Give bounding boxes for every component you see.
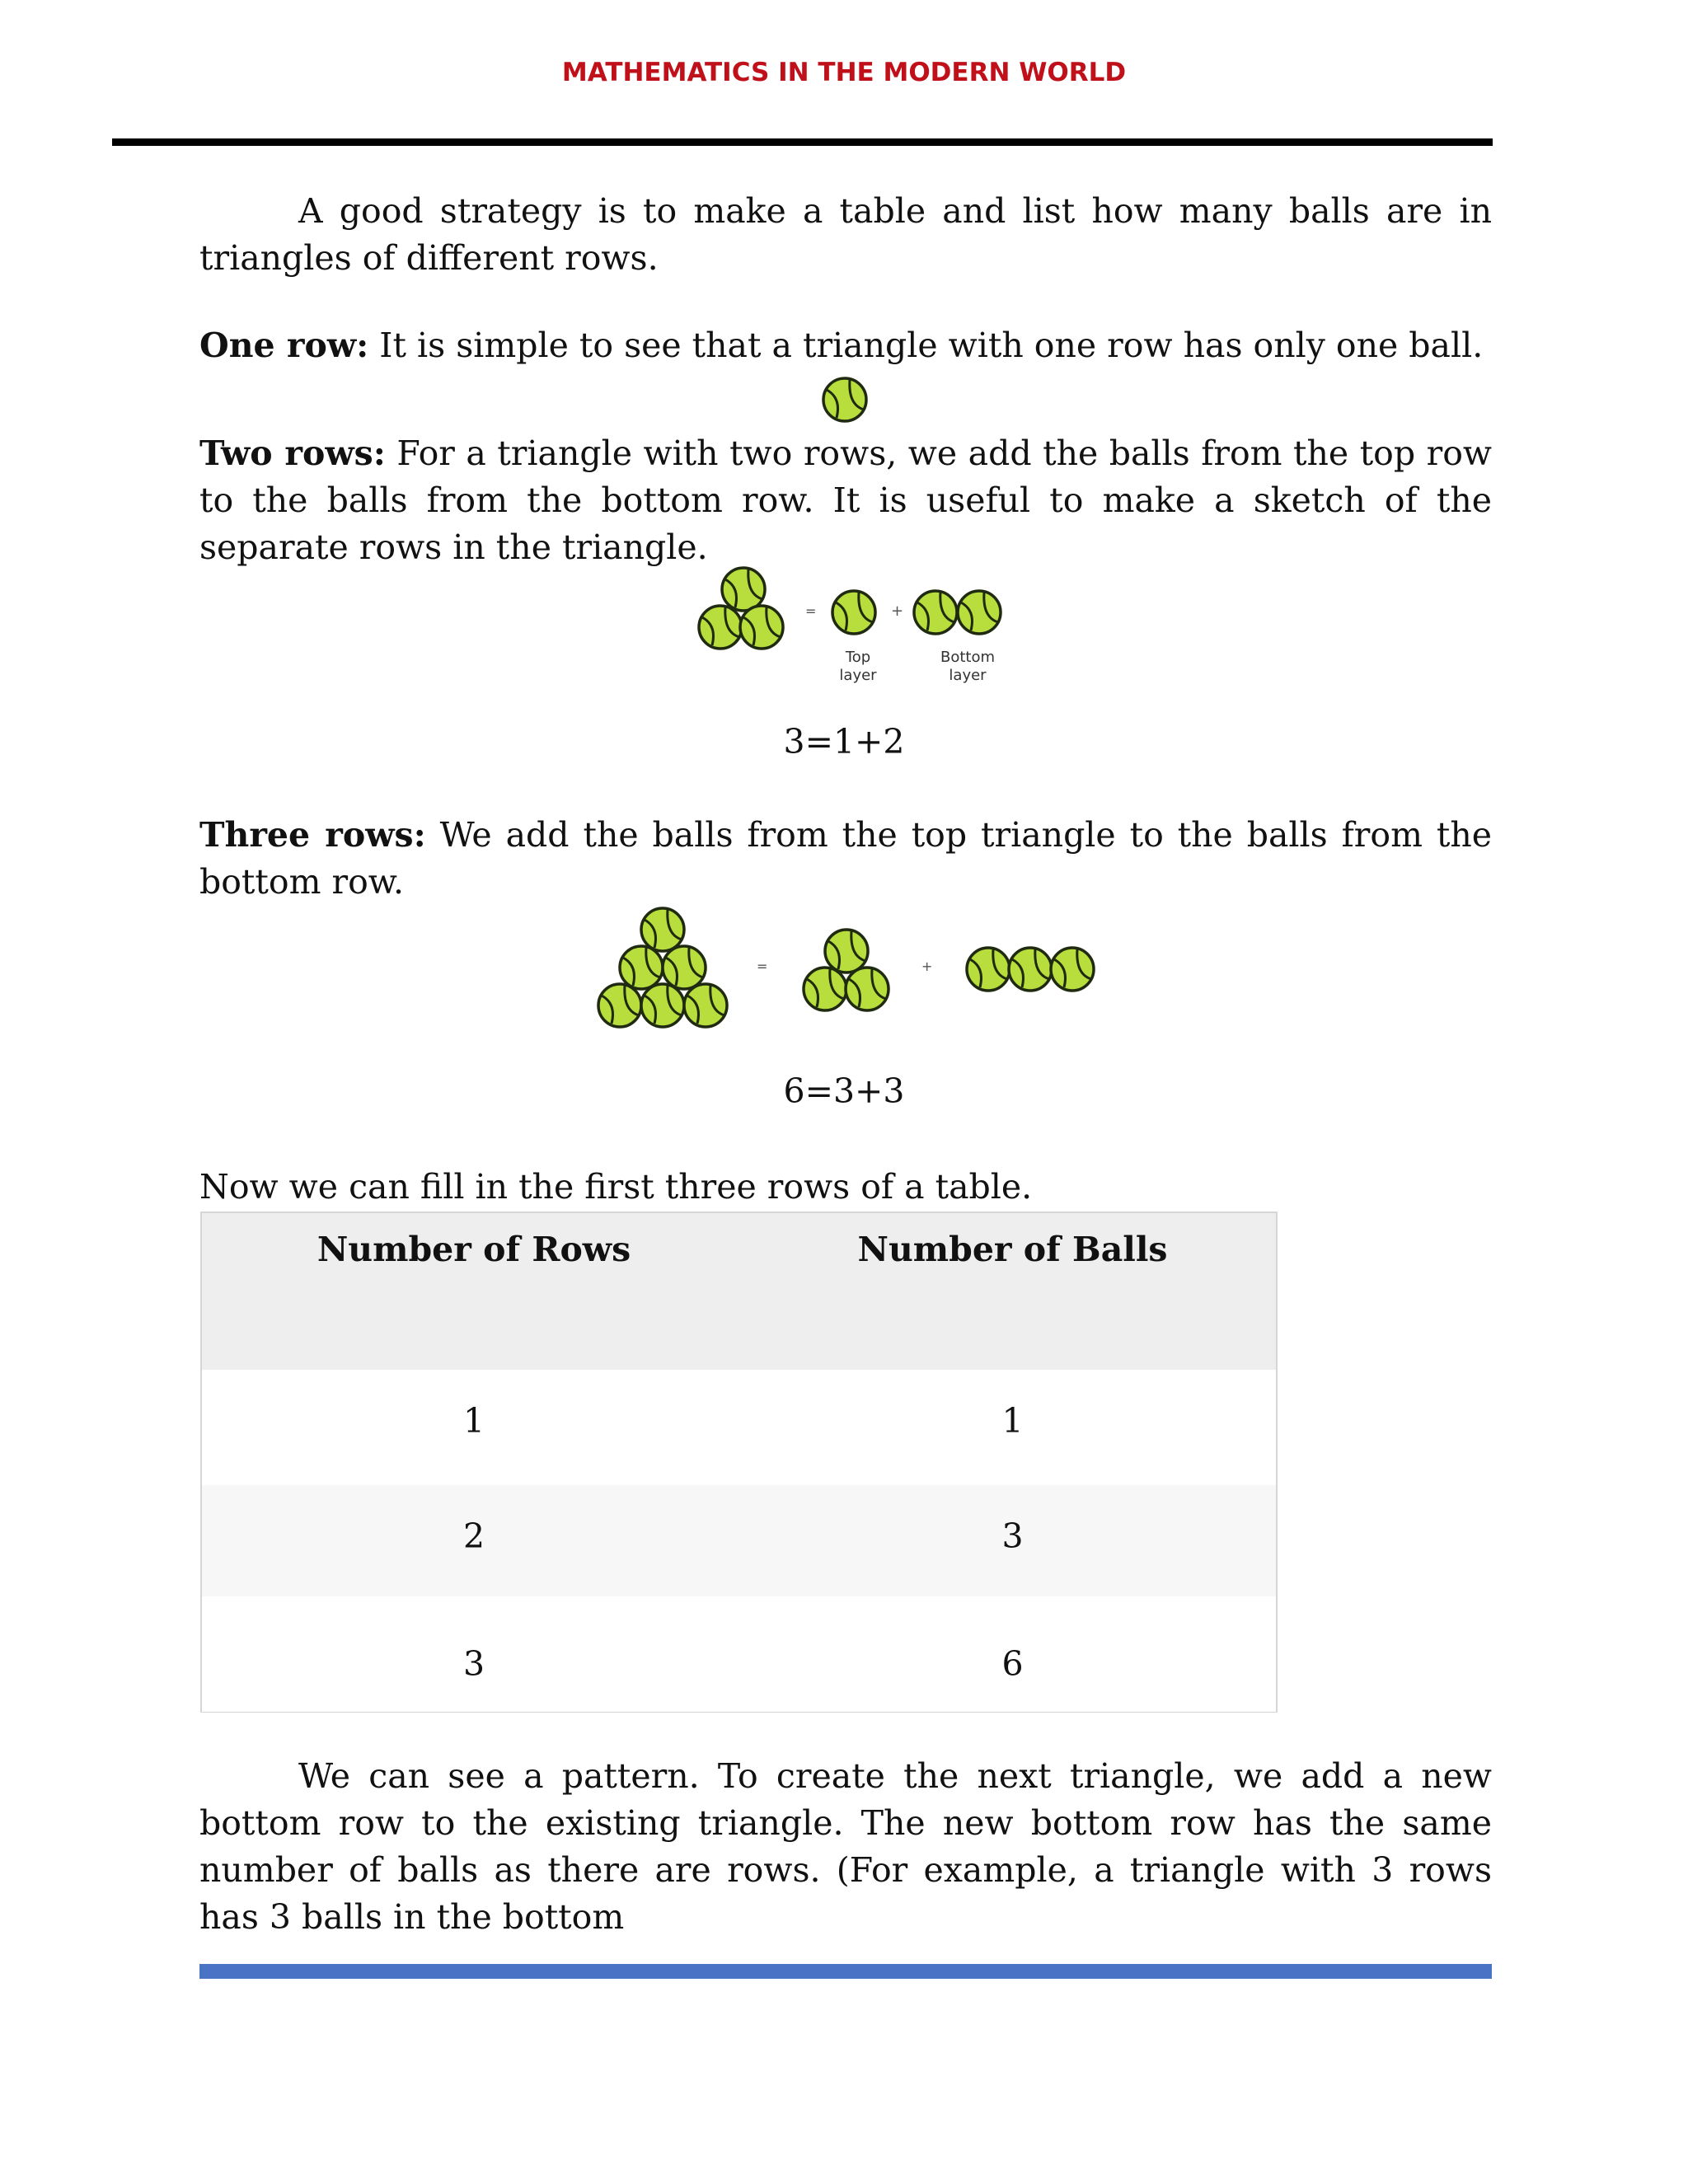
two-rows-label: Two rows: (199, 434, 386, 473)
intro-paragraph: A good strategy is to make a table and list how many balls are in triangles of different rows. (199, 191, 1492, 278)
table-cell-balls: 6 (1001, 1644, 1024, 1684)
ball (663, 946, 706, 989)
table-header-balls: Number of Balls (857, 1230, 1168, 1269)
table-row (202, 1370, 1276, 1485)
table-header-row (202, 1213, 1276, 1370)
table-intro: Now we can fill in the first three rows of a table. (199, 1167, 1033, 1207)
one-row-text: It is simple to see that a triangle with one row has only one ball. (368, 326, 1484, 365)
header-rule (112, 138, 1493, 146)
three-rows-paragraph (199, 812, 1492, 906)
plus-sign: + (891, 602, 904, 620)
equals-sign: = (805, 603, 817, 619)
ball (620, 946, 663, 989)
ball (846, 968, 889, 1010)
three-rows-label: Three rows: (199, 815, 426, 855)
table-cell-rows: 1 (462, 1401, 485, 1441)
ball (804, 968, 846, 1010)
ball (641, 908, 684, 951)
three-rows-figure (577, 898, 1121, 1038)
ball (699, 606, 742, 649)
page-header: MATHEMATICS IN THE MODERN WORLD (561, 58, 1127, 87)
table-row (202, 1485, 1276, 1596)
ball (684, 984, 727, 1027)
table-row (202, 1596, 1276, 1712)
one-row-label: One row: (199, 326, 369, 365)
two-rows-figure (684, 565, 1014, 688)
table-cell-balls: 1 (1001, 1401, 1024, 1441)
ball (641, 984, 684, 1027)
table-cell-balls: 3 (1001, 1516, 1024, 1556)
ball (914, 591, 957, 634)
equation-three-rows: 6=3+3 (783, 1071, 905, 1111)
equals-sign: = (757, 958, 768, 974)
top-layer-label-line1: Top (845, 649, 871, 666)
plus-sign: + (921, 958, 933, 974)
ball (958, 591, 1001, 634)
ball (967, 948, 1010, 991)
ball (722, 568, 765, 611)
ball (825, 930, 868, 972)
pattern-paragraph: We can see a pattern. To create the next triangle, we add a new bottom row to the existing triangle. The new bottom row has the same number of balls as there are rows. (For example, a triangle with 3 rows has 3 balls in the bottom (199, 1756, 1492, 1937)
table-header-rows: Number of Rows (316, 1230, 631, 1269)
table-cell-rows: 2 (462, 1516, 485, 1556)
footer-rule (199, 1964, 1492, 1979)
two-rows-paragraph (199, 430, 1492, 571)
one-ball-figure (812, 367, 878, 433)
table-cell-rows: 3 (462, 1644, 485, 1684)
bottom-layer-label-line2: layer (949, 667, 987, 684)
equation-two-rows: 3=1+2 (783, 722, 905, 762)
ball (823, 378, 866, 421)
ball (1009, 948, 1052, 991)
top-layer-label-line2: layer (839, 667, 877, 684)
bottom-layer-label-line1: Bottom (940, 649, 996, 666)
ball (832, 591, 875, 634)
three-rows-text: We add the balls from the top triangle to the balls from the bottom row. (199, 815, 1493, 902)
ball (598, 984, 641, 1027)
ball (1051, 948, 1094, 991)
ball (740, 606, 783, 649)
one-row-paragraph (199, 322, 1492, 369)
rows-balls-table (200, 1212, 1278, 1713)
two-rows-text: For a triangle with two rows, we add the balls from the top row to the balls from the bottom row. It is useful to make a sketch of the separate rows in the triangle. (199, 434, 1492, 567)
